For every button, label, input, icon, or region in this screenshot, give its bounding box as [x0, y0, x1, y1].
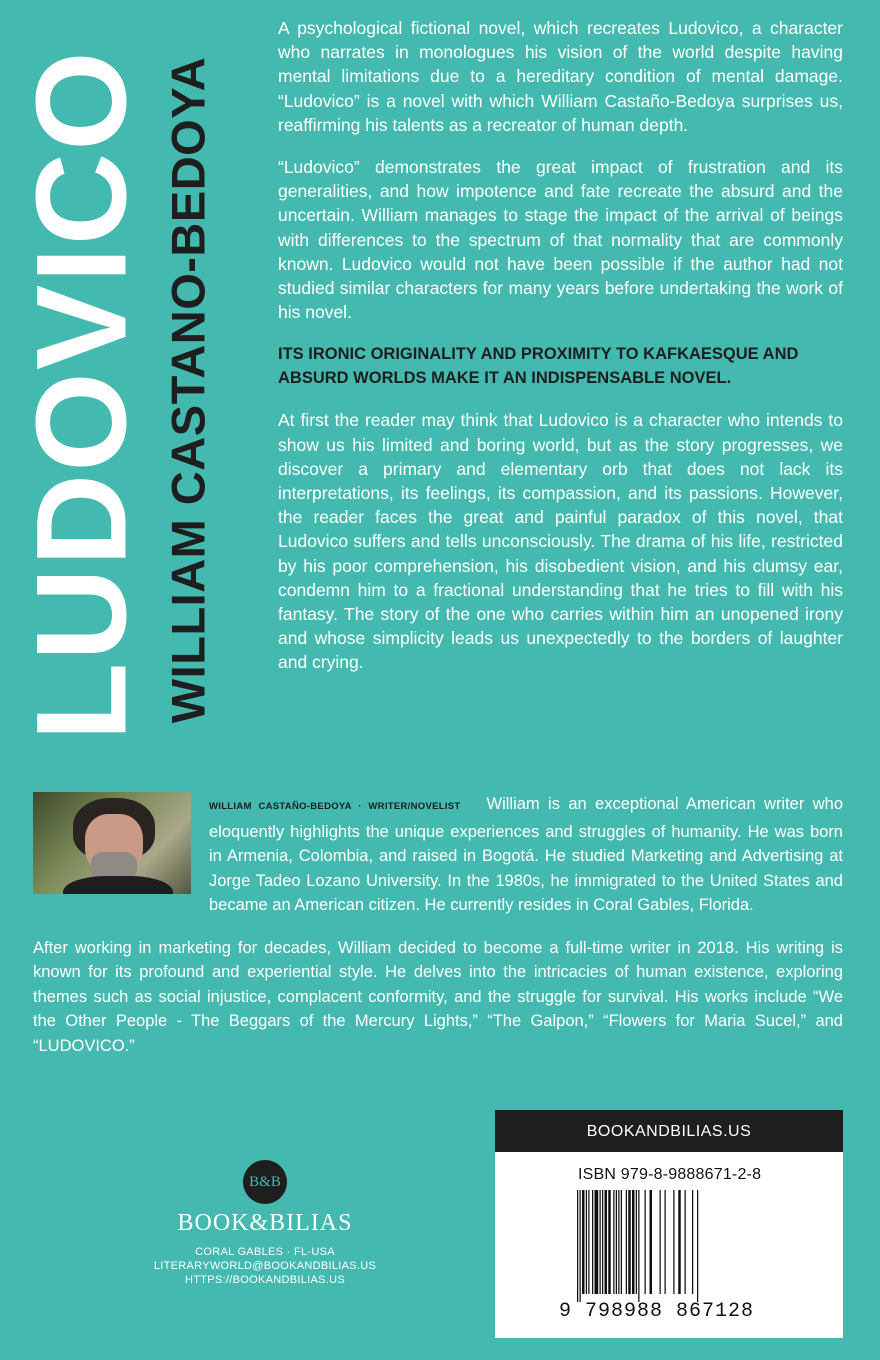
spine-title	[10, 20, 154, 770]
barcode-bar	[660, 1190, 661, 1294]
blurb-paragraph-2: “Ludovico” demonstrates the great impact of frustration and its generalities, and how impotence and fate recreate the absurd and the uncertain. William manages to stage the impact of the arrival of beings with differences to the spectrum of that normality that are commonly known. Ludovico would not have been possible if the author had not studied similar characters for many years before undertaking the work of his novel.	[278, 157, 843, 323]
author-bio	[33, 792, 843, 1076]
barcode-bar	[608, 1190, 611, 1294]
barcode-header: BOOKANDBILIAS.US	[495, 1110, 843, 1152]
barcode-bar	[582, 1190, 585, 1294]
isbn-digits: 9 798988 867128	[559, 1300, 755, 1323]
barcode-bar	[605, 1190, 608, 1294]
barcode-bar	[586, 1190, 587, 1294]
bio-paragraph-2: After working in marketing for decades, William decided to become a full-time writer in 2018. His writing is known for its profound and experiential style. He delves into the intricacies of human existence, exploring themes such as social injustice, complacent conformity, and the struggle for survival. His works include “We the Other People - The Beggars of the Mercury Lights,” “The Galpon,” “Flowers for Maria Sucel,” and “LUDOVICO.”	[33, 938, 843, 1055]
barcode-bar	[665, 1190, 666, 1294]
blurb-paragraph-3: At first the reader may think that Ludovico is a character who intends to show us his limited and boring world, but as the story progresses, we discover a primary and elementary orb that does not lack its interpretations, its feelings, its compassion, and its passions. However, the reader faces the great and painful paradox of this novel, that Ludovico suffers and tells unconsciously. The drama of his life, restricted by his poor comprehension, his disobedient vision, and his clumsy ear, condemn him to a fractional understanding that he tries to fill with his fantasy. The story of the one who carries within him an unopened irony and whose simplicity leads us unexpectedly to the borders of laughter and crying.	[278, 410, 843, 673]
barcode-bar	[638, 1190, 639, 1302]
barcode-bar	[678, 1190, 681, 1294]
author-name: WILLIAM CASTANO-BEDOYA	[161, 56, 215, 724]
publisher-name: BOOK&BILIAS	[177, 1210, 353, 1236]
barcode-bar	[580, 1190, 581, 1302]
barcode-bar	[588, 1190, 589, 1294]
author-photo	[33, 792, 191, 894]
publisher-block	[140, 1160, 390, 1287]
bio-text-1: William is an exceptional American writer who eloquently highlights the unique experiences and struggles of humanity. He was born in Armenia, Colombia, and raised in Bogotá. He studied Marketing and Advertising at Jorge Tadeo Lozano University. In the 1980s, he immigrated to the United States and became an American citizen. He currently resides in Coral Gables, Florida.	[209, 795, 843, 914]
barcode-bar	[673, 1190, 674, 1294]
blurb-paragraph-1: A psychological fictional novel, which recreates Ludovico, a character who narrates in monologues his vision of the world despite having mental limitations due to a hereditary condition of mental damage. “Ludovico” is a novel with which William Castaño-Bedoya surprises us, reaffirming his talents as a recreator of human depth.	[278, 18, 843, 135]
barcode-box	[495, 1110, 843, 1338]
isbn-text: ISBN 979-8-9888671-2-8	[578, 1166, 762, 1183]
barcode-bar	[685, 1190, 686, 1294]
barcode-bar	[697, 1190, 698, 1302]
barcode-bar	[621, 1190, 622, 1294]
barcode-bar	[616, 1190, 617, 1294]
barcode-bar	[626, 1190, 627, 1294]
spine-author	[158, 20, 218, 760]
barcode-bar	[650, 1190, 653, 1294]
book-title: LUDOVICO	[10, 49, 154, 741]
barcode-bar	[613, 1190, 614, 1294]
barcode-bar	[595, 1190, 599, 1294]
barcode-bar	[628, 1190, 631, 1294]
barcode-icon	[577, 1190, 763, 1302]
barcode-bar	[645, 1190, 646, 1294]
pull-quote: ITS IRONIC ORIGINALITY AND PROXIMITY TO KAFKAESQUE AND ABSURD WORLDS MAKE IT AN INDISPENSABLE NOVEL.	[278, 345, 799, 388]
barcode-bar	[692, 1190, 693, 1294]
barcode-bar	[592, 1190, 593, 1294]
publisher-location: CORAL GABLES · FL-USA	[195, 1246, 335, 1258]
publisher-email: LITERARYWORLD@BOOKANDBILIAS.US	[153, 1260, 377, 1272]
bio-label: WILLIAM CASTAÑO-BEDOYA · WRITER/NOVELIST	[209, 801, 461, 812]
barcode-bar	[632, 1190, 635, 1294]
blurb	[278, 16, 843, 693]
barcode-bar	[618, 1190, 619, 1294]
barcode-bar	[636, 1190, 637, 1294]
barcode-bar	[600, 1190, 601, 1294]
publisher-website: HTTPS://BOOKANDBILIAS.US	[184, 1274, 345, 1286]
barcode-bar	[602, 1190, 603, 1294]
barcode-bar	[577, 1190, 578, 1302]
publisher-logo-icon: B&B	[243, 1160, 287, 1204]
